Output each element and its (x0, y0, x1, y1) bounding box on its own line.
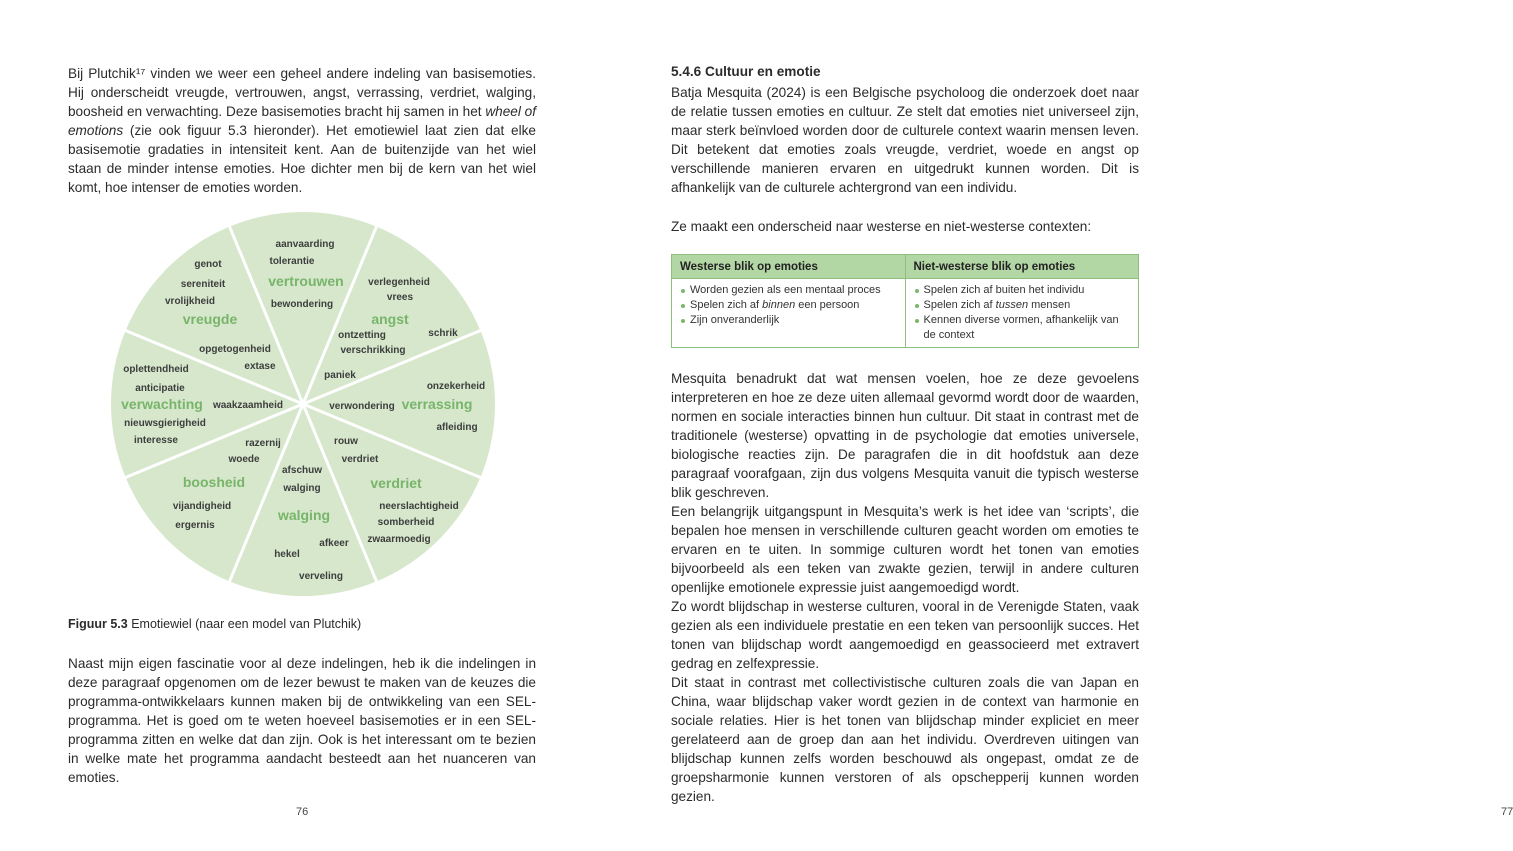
wheel-word: nieuwsgierigheid (124, 418, 206, 429)
wheel-word: vrolijkheid (164, 296, 216, 307)
paragraph-scripts: Een belangrijk uitgangspunt in Mesquita’s werk is het idee van ‘scripts’, die bepalen hoe mensen in verschillende culturen geacht worden om emoties te ervaren en te uiten. In sommige culturen wordt het tonen van emoties bijvoorbeeld als een teken van zwakte gezien, terwijl in andere culturen openlijke emotionele expressie juist aangemoedigd wordt. (671, 504, 1139, 595)
wheel-word: oplettendheid (123, 364, 189, 375)
wheel-word: neerslachtigheid (379, 501, 459, 512)
wheel-word: verwondering (329, 401, 395, 412)
wheel-word: vijandigheid (172, 501, 232, 512)
paragraph-mesquita-emphasis: Mesquita benadrukt dat wat mensen voelen, hoe ze deze gevoelens interpreteren en hoe ze deze uiten allemaal gevormd wordt door de waarden, normen en sociale interacties binnen hun cultuur. Dit staat in contrast met de traditionele (westerse) opvatting in de psychologie dat emoties universele, biologische reacties zijn. De paragrafen die in dit hoofdstuk aan deze paragraaf voorafgaan, zijn dus volgens Mesquita vanuit die typisch westerse blik geschreven. (671, 371, 1139, 500)
wheel-word: extase (244, 361, 276, 372)
wheel-word: schrik (428, 328, 458, 339)
wheel-main-emotion: walging (277, 507, 331, 523)
wheel-main-emotion: boosheid (182, 474, 246, 490)
wheel-word: ontzetting (338, 330, 386, 341)
wheel-word: walging (283, 483, 321, 494)
section-heading: 5.4.6 Cultuur en emotie (671, 64, 821, 79)
wheel-word: tolerantie (269, 256, 315, 267)
wheel-word: verlegenheid (368, 277, 430, 288)
table-header-row (672, 255, 1139, 279)
non-western-cell (905, 279, 1139, 348)
paragraph-block-scripts (671, 502, 1139, 806)
wheel-word: afschuw (281, 465, 323, 476)
wheel-main-emotion: verrassing (401, 396, 473, 412)
left-page (0, 0, 603, 851)
paragraph-collectivist-joy: Dit staat in contrast met collectivistische culturen zoals die van Japan en China, waar blijdschap vaker wordt gezien in de context van harmonie en sociale relaties. Hier is het tonen van blijdschap minder expliciet en meer gerelateerd aan de groep dan aan het individu. Overdreven uitingen van blijdschap kunnen zelfs worden beschouwd als ongepast, omdat ze de groepsharmonie kunnen verstoren of als opschepperij kunnen worden gezien. (671, 675, 1139, 804)
page-number: 76 (296, 806, 309, 818)
wheel-word: hekel (274, 549, 300, 560)
list-item: Spelen zich af binnen een persoon (680, 298, 897, 313)
wheel-word: aanvaarding (275, 239, 335, 250)
wheel-word: waakzaamheid (212, 400, 284, 411)
wheel-word: afleiding (436, 422, 478, 433)
wheel-main-emotion: vreugde (182, 311, 238, 327)
wheel-word: afkeer (319, 538, 349, 549)
wheel-word: rouw (334, 436, 358, 447)
table-row (672, 279, 1139, 348)
wheel-word: verschrikking (340, 345, 406, 356)
wheel-main-emotion: verdriet (370, 475, 422, 491)
wheel-word: verdriet (341, 454, 379, 465)
paragraph-western-joy: Zo wordt blijdschap in westerse culturen, vooral in de Verenigde Staten, vaak gezien als een individuele prestatie en een teken van persoonlijk succes. Het tonen van blijdschap wordt aangemoedigd en geassocieerd met extravert gedrag en zelfexpressie. (671, 599, 1139, 671)
wheel-word: bewondering (270, 299, 334, 310)
western-cell (672, 279, 906, 348)
wheel-word: vrees (386, 292, 414, 303)
wheel-word: ergernis (175, 520, 215, 531)
header-western: Westerse blik op emoties (672, 255, 906, 279)
list-item: Spelen zich af buiten het individu (914, 283, 1131, 298)
wheel-word: interesse (134, 435, 178, 446)
wheel-word: anticipatie (135, 383, 185, 394)
list-item: Zijn onveranderlijk (680, 313, 897, 328)
wheel-word: razernij (245, 438, 281, 449)
list-item: Worden gezien als een mentaal proces (680, 283, 897, 298)
wheel-word: onzekerheid (426, 381, 486, 392)
wheel-word: paniek (324, 370, 356, 381)
wheel-main-emotion: angst (371, 311, 409, 327)
wheel-word: opgetogenheid (199, 344, 271, 355)
comparison-table (671, 254, 1139, 348)
right-page (603, 0, 1513, 851)
wheel-main-emotion: verwachting (121, 396, 203, 412)
list-item: Spelen zich af tussen mensen (914, 298, 1131, 313)
wheel-word: genot (194, 259, 222, 270)
page-number: 77 (1501, 806, 1513, 818)
paragraph-mesquita-intro: Batja Mesquita (2024) is een Belgische psycholoog die onderzoek doet naar de relatie tussen emoties en cultuur. Ze stelt dat emoties niet universeel zijn, maar sterk beïnvloed worden door de culturele context waarin mensen leven. Dit betekent dat emoties zoals vreugde, verdriet, woede en angst op verschillende manieren ervaren en uitgedrukt kunnen worden. Dit is afhankelijk van de culturele achtergrond van een individu. (671, 85, 1139, 195)
wheel-word: somberheid (377, 517, 435, 528)
header-non-western: Niet-westerse blik op emoties (905, 255, 1139, 279)
wheel-main-emotion: vertrouwen (268, 273, 344, 289)
list-item: Kennen diverse vormen, afhankelijk van de context (914, 313, 1131, 343)
emotion-wheel (0, 0, 603, 610)
wheel-word: woede (228, 454, 260, 465)
intro-paragraph: Bij Plutchik¹⁷ vinden we weer een geheel andere indeling van basisemoties. Hij onderscheidt vreugde, vertrouwen, angst, verrassing, verdriet, walging, boosheid en verwachting. Deze basisemoties bracht hij samen in het wheel of emotions (zie ook figuur 5.3 hieronder). Het emotiewiel laat zien dat elke basisemotie gradaties in intensiteit kent. Aan de buitenzijde van het wiel staan de minder intense emoties. Hoe dichter men bij de kern van het wiel komt, hoe intenser de emoties worden. (68, 66, 536, 195)
wheel-word: sereniteit (180, 279, 226, 290)
figure-caption: Figuur 5.3 Emotiewiel (naar een model van Plutchik) (68, 617, 362, 631)
closing-paragraph: Naast mijn eigen fascinatie voor al deze indelingen, heb ik die indelingen in deze paragraaf opgenomen om de lezer bewust te maken van de keuzes die programma-ontwikkelaars kunnen maken bij de ontwikkeling van een SEL-programma. Het is goed om te weten hoeveel basisemoties er in een SEL-programma zitten en welke dat dan zijn. Ook is het interessant om te bezien in welke mate het programma aandacht besteedt aan het nuanceren van emoties. (68, 656, 536, 785)
wheel-word: verveling (299, 571, 343, 582)
wheel-word: zwaarmoedig (367, 534, 431, 545)
paragraph-distinction: Ze maakt een onderscheid naar westerse en niet-westerse contexten: (671, 219, 1092, 234)
